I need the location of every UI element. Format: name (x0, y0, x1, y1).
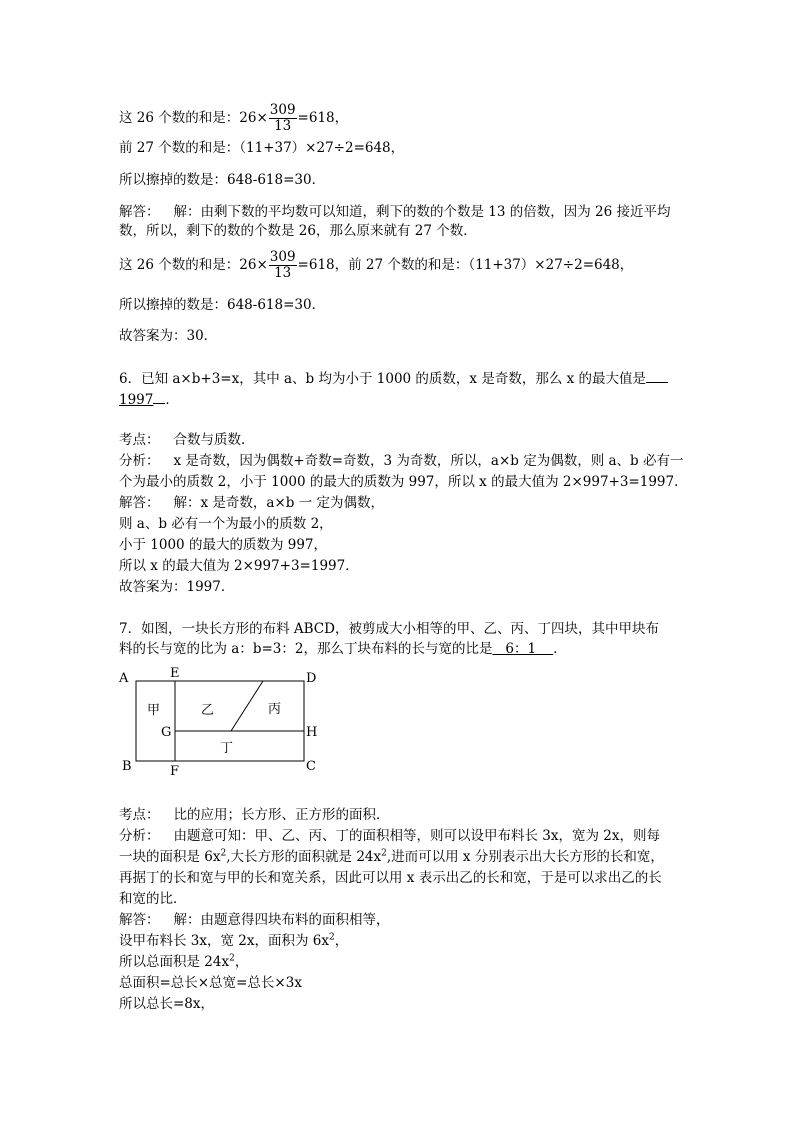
label-ding: 丁 (220, 741, 234, 756)
q7-jieda-line-3 (119, 953, 248, 971)
text: ,进而可以用 x 分别表示出大长方形的长和宽， (386, 849, 664, 865)
numerator: 309 (269, 249, 296, 265)
text: 这 26 个数的和是：26× (119, 257, 268, 273)
q6-jieda-line-5: 故答案为：1997． (119, 579, 235, 595)
label-f: F (170, 764, 180, 776)
s5-solution-line-1 (119, 203, 671, 221)
q7-jieda-line-4: 总面积=总长×总宽=总长×3x (119, 975, 302, 991)
q6-stem-line-2 (119, 390, 179, 409)
text: 由题意可知：甲、乙、丙、丁的面积相等，则可以设甲布料长 3x，宽为 2x，则每 (173, 828, 660, 844)
label: 解答： (119, 204, 160, 220)
fraction-309-13 (269, 103, 297, 134)
s5-solution-line-2: 数，所以，剩下的数的个数是 26，那么原来就有 27 个数． (119, 223, 477, 239)
answer-blank (492, 641, 553, 657)
q7-fenxi-line-2 (119, 848, 664, 866)
text: ． (165, 392, 179, 408)
s5-solution-line-5: 故答案为：30． (119, 328, 218, 344)
q6-jieda-line-1 (119, 494, 384, 512)
label: 解答： (119, 495, 160, 511)
text: 比的应用；长方形、正方形的面积． (173, 807, 390, 823)
diagonal-divider (231, 681, 263, 731)
q7-fenxi-line-4: 和宽的比． (119, 891, 187, 907)
s5-solution-line-4: 所以擦掉的数是：648-618=30． (119, 297, 326, 313)
text: =618，前 27 个数的和是：（11+37）×27÷2=648， (297, 257, 634, 273)
q6-jieda-line-3: 小于 1000 的最大的质数为 997， (119, 537, 327, 553)
superscript: 2 (328, 932, 335, 943)
q7-kaodian (119, 806, 390, 824)
text: =618， (297, 110, 349, 126)
q7-stem-line-1: 7．如图，一块长方形的布料 ABCD，被剪成大小相等的甲、乙、丙、丁四块，其中甲块布 (119, 621, 659, 637)
q6-fenxi-line-1 (119, 452, 683, 470)
label-d: D (306, 671, 317, 686)
label-b: B (122, 759, 132, 774)
q7-stem-line-2 (119, 640, 567, 658)
label-a: A (119, 671, 129, 686)
text: 6．已知 a×b+3=x，其中 a、b 均为小于 1000 的质数，x 是奇数，那么 x 的最大值是 (119, 371, 647, 387)
label: 分析： (119, 453, 160, 469)
q7-jieda-line-2 (119, 932, 348, 950)
q6-stem-line-1 (119, 369, 668, 388)
text: 一块的面积是 6x (119, 849, 221, 865)
text: 解：x 是奇数，a×b 一 定为偶数， (173, 495, 384, 511)
text: ,大长方形的面积就是 24x (226, 849, 382, 865)
s5-sum27-line: 前 27 个数的和是：（11+37）×27÷2=648， (119, 140, 405, 156)
text: x 是奇数，因为偶数+奇数=奇数，3 为奇数，所以，a×b 定为偶数，则 a、b 必有一 (173, 453, 684, 469)
q6-jieda-line-2: 则 a、b 必有一个为最小的质数 2， (119, 516, 333, 532)
denominator: 13 (274, 265, 292, 281)
s5-sum26-line (119, 103, 348, 134)
text: 合数与质数． (173, 432, 255, 448)
s5-solution-line-3 (119, 250, 633, 281)
q7-fenxi-line-1 (119, 827, 660, 845)
superscript: 2 (381, 848, 387, 859)
label-e: E (170, 666, 180, 681)
label: 考点： (119, 807, 160, 823)
text: 解：由题意得四块布料的面积相等， (173, 912, 390, 928)
answer: 6：1 (505, 641, 537, 657)
s5-erased-line: 所以擦掉的数是：648-618=30． (119, 172, 326, 188)
q7-jieda-line-1 (119, 911, 390, 929)
numerator: 309 (269, 102, 296, 118)
text: 这 26 个数的和是：26× (119, 110, 268, 126)
label: 分析： (119, 828, 160, 844)
label-h: H (306, 725, 318, 740)
answer-blank: 1997 (119, 392, 154, 408)
label-yi: 乙 (201, 703, 215, 718)
text: 所以总面积是 24x (119, 954, 230, 970)
text: ， (334, 933, 349, 949)
text: 解：由剩下数的平均数可以知道，剩下的数的个数是 13 的倍数，因为 26 接近平均 (173, 204, 671, 220)
text: ． (553, 641, 567, 657)
text: 料的长与宽的比为 a：b=3：2，那么丁块布料的长与宽的比是 (119, 641, 493, 657)
label: 解答： (119, 912, 160, 928)
q6-fenxi-line-2: 个为最小的质数 2，小于 1000 的最大的质数为 997，所以 x 的最大值为 2×997+3=1997． (119, 474, 688, 490)
rectangle-abcd-figure (116, 664, 336, 776)
superscript: 2 (229, 953, 235, 964)
label-jia: 甲 (147, 703, 161, 718)
q6-jieda-line-4: 所以 x 的最大值为 2×997+3=1997． (119, 558, 359, 574)
text: 设甲布料长 3x，宽 2x，面积为 6x (119, 933, 329, 949)
fraction-309-13 (269, 250, 297, 281)
label-bing: 丙 (268, 702, 282, 717)
label-c: C (306, 759, 316, 774)
label-g: G (161, 725, 172, 740)
denominator: 13 (274, 118, 292, 134)
superscript: 2 (220, 848, 227, 859)
q6-kaodian (119, 431, 255, 449)
q7-jieda-line-5: 所以总长=8x， (119, 996, 215, 1012)
text: ， (234, 954, 249, 970)
label: 考点： (119, 432, 160, 448)
q7-fenxi-line-3: 再据丁的长和宽与甲的长和宽关系，因此可以用 x 表示出乙的长和宽，于是可以求出乙的长 (119, 870, 662, 886)
